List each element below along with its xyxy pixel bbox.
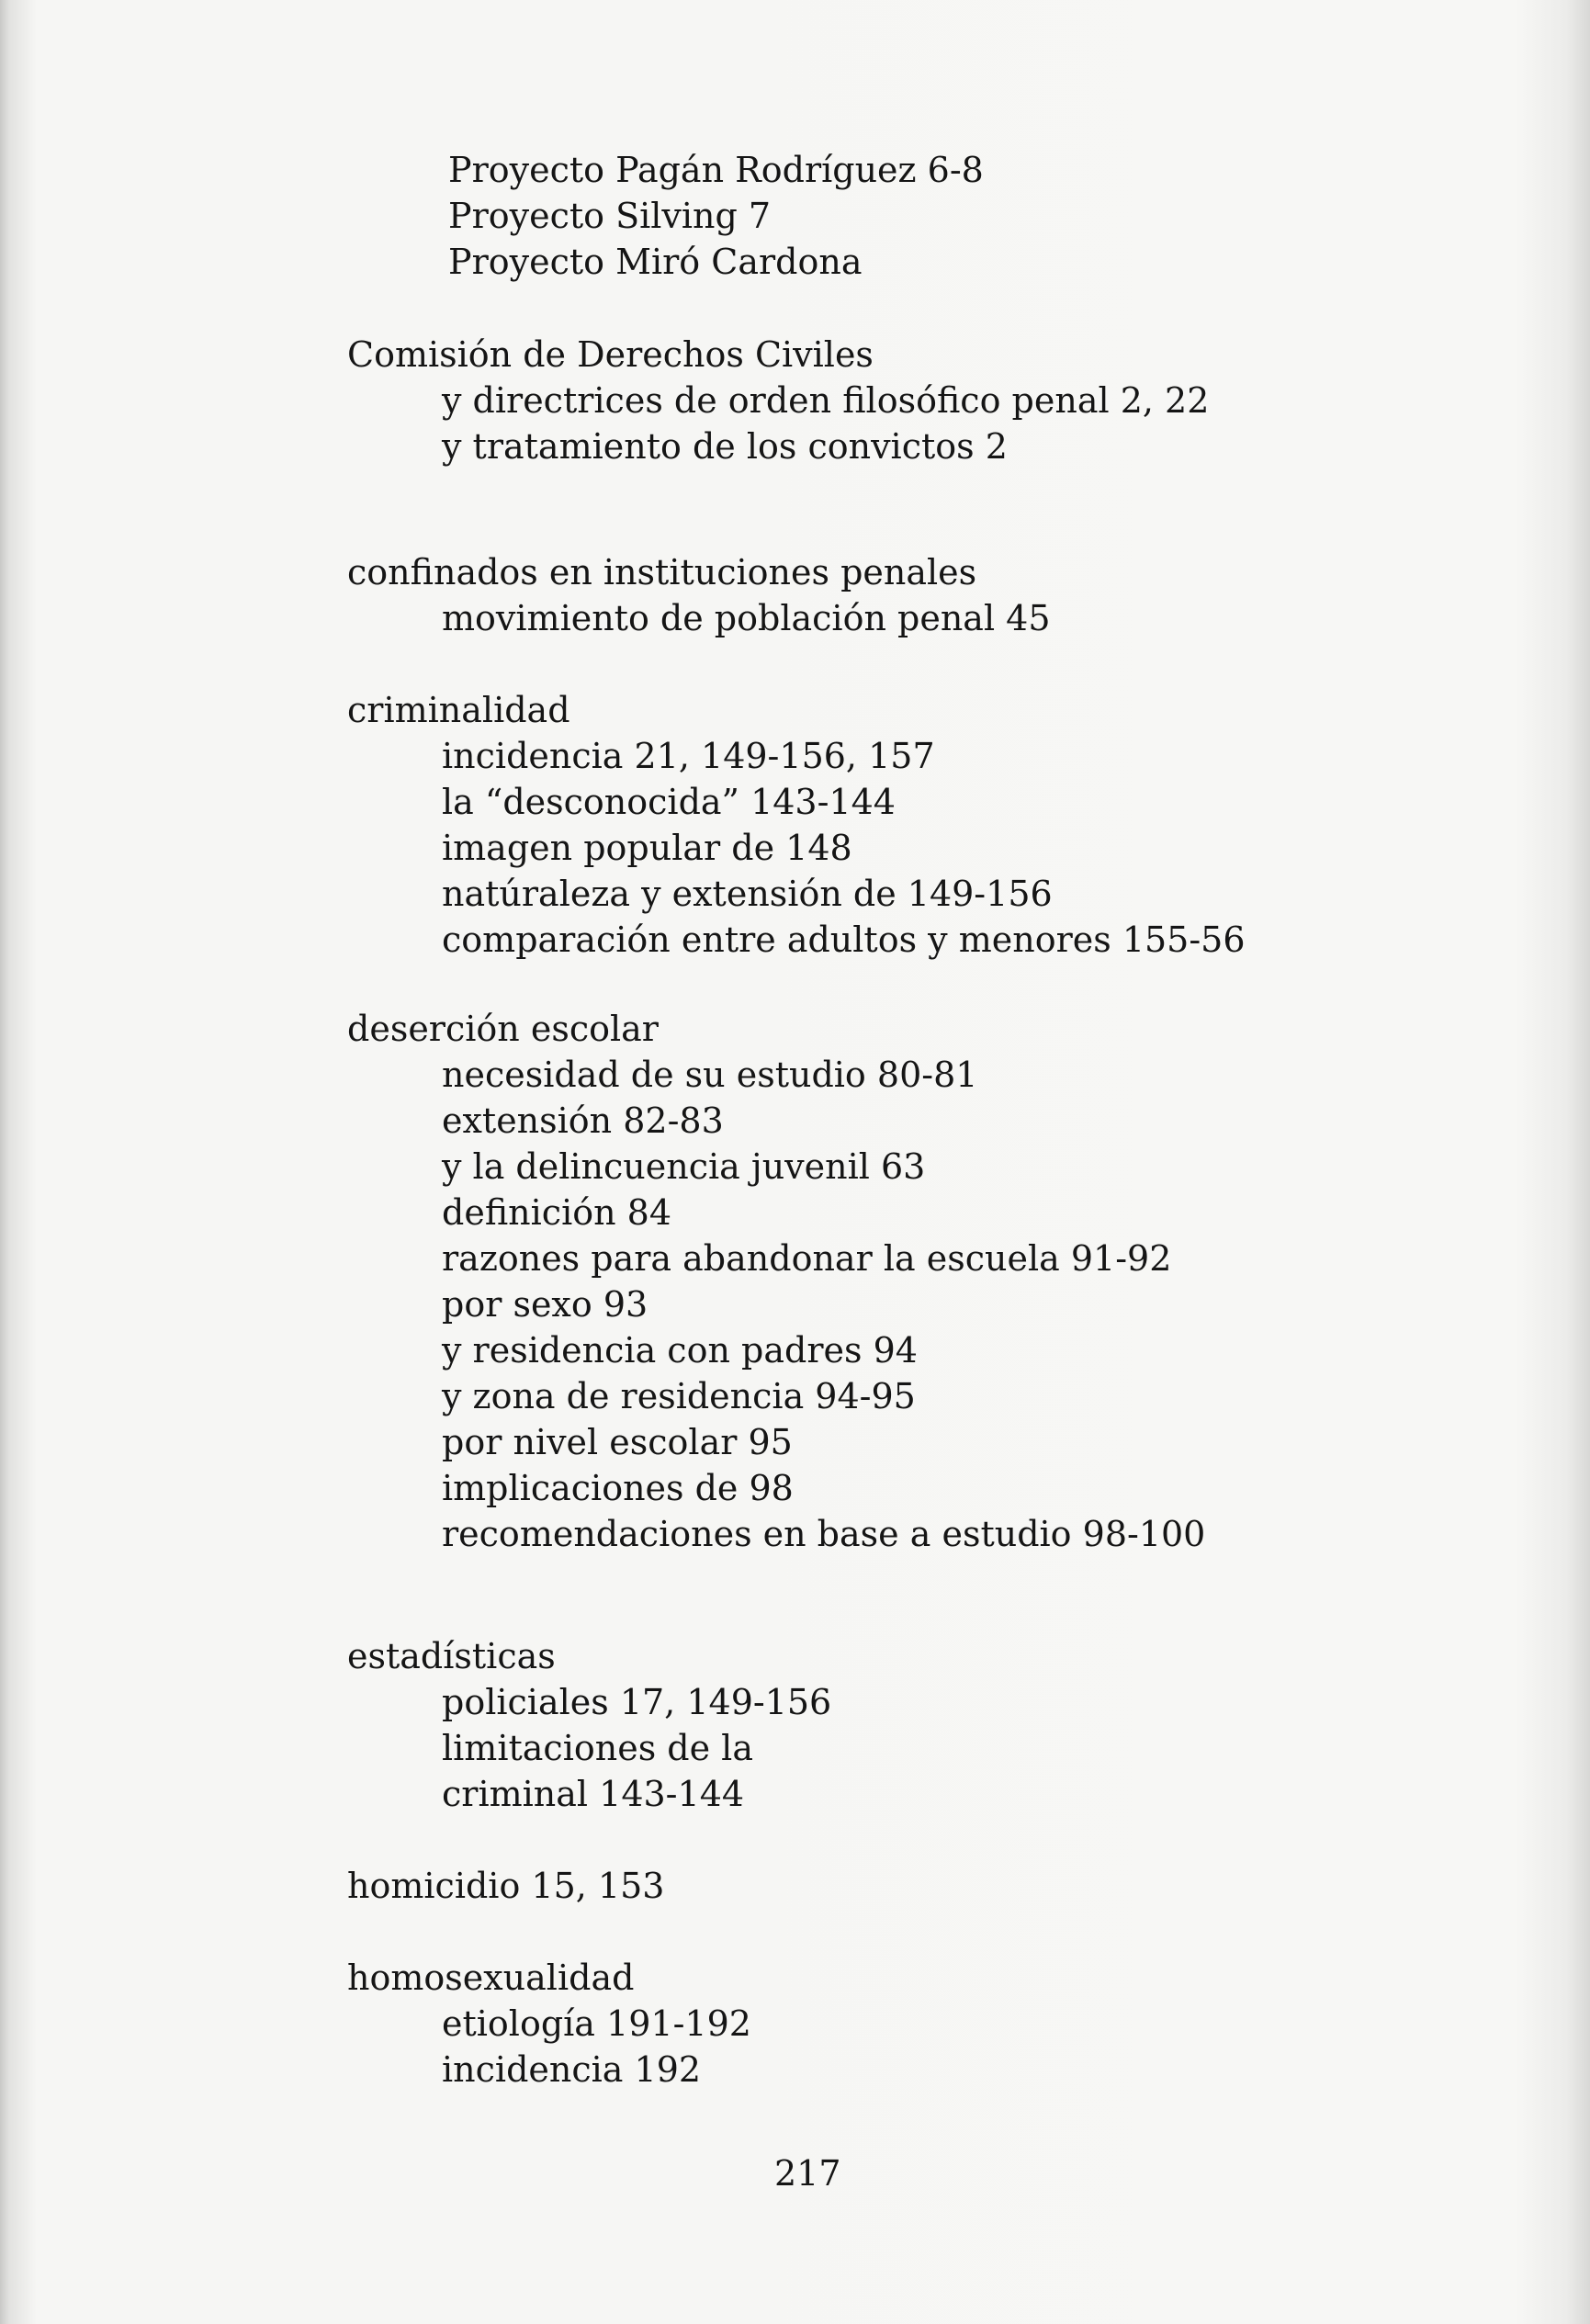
index-subentry: etiología 191-192	[442, 2003, 751, 2044]
page-number: 217	[774, 2153, 841, 2194]
index-heading: estadísticas	[347, 1636, 556, 1676]
index-subentry: Proyecto Miró Cardona	[448, 242, 863, 282]
index-subentry: definición 84	[442, 1192, 672, 1233]
index-subentry: Proyecto Pagán Rodríguez 6-8	[448, 150, 984, 190]
index-heading: criminalidad	[347, 690, 570, 730]
index-subentry: por sexo 93	[442, 1284, 648, 1325]
index-heading: homicidio 15, 153	[347, 1866, 665, 1906]
index-heading: homosexualidad	[347, 1957, 635, 1998]
index-subentry: y residencia con padres 94	[442, 1330, 918, 1371]
index-subentry: comparación entre adultos y menores 155-56	[442, 919, 1246, 960]
index-subentry: la “desconocida” 143-144	[442, 782, 896, 822]
index-subentry: extensión 82-83	[442, 1100, 724, 1141]
index-subentry: razones para abandonar la escuela 91-92	[442, 1238, 1172, 1279]
index-subentry: implicaciones de 98	[442, 1468, 794, 1508]
index-subentry: incidencia 192	[442, 2049, 702, 2090]
index-subentry: incidencia 21, 149-156, 157	[442, 736, 935, 776]
index-heading: confinados en instituciones penales	[347, 552, 977, 592]
index-subentry: criminal 143-144	[442, 1774, 745, 1814]
index-subentry: policiales 17, 149-156	[442, 1682, 832, 1722]
index-subentry: necesidad de su estudio 80-81	[442, 1055, 978, 1095]
index-subentry: natúraleza y extensión de 149-156	[442, 874, 1053, 914]
index-subentry: limitaciones de la	[442, 1728, 753, 1768]
index-subentry: recomendaciones en base a estudio 98-100	[442, 1514, 1206, 1554]
index-subentry: imagen popular de 148	[442, 828, 852, 868]
index-subentry: por nivel escolar 95	[442, 1422, 793, 1462]
index-subentry: Proyecto Silving 7	[448, 196, 772, 236]
index-subentry: y zona de residencia 94-95	[442, 1376, 916, 1416]
index-subentry: movimiento de población penal 45	[442, 598, 1051, 638]
index-heading: Comisión de Derechos Civiles	[347, 334, 874, 375]
index-subentry: y directrices de orden filosófico penal 2, 22	[442, 380, 1210, 421]
index-subentry: y tratamiento de los convictos 2	[442, 426, 1008, 467]
index-heading: deserción escolar	[347, 1009, 659, 1049]
index-subentry: y la delincuencia juvenil 63	[442, 1146, 926, 1187]
